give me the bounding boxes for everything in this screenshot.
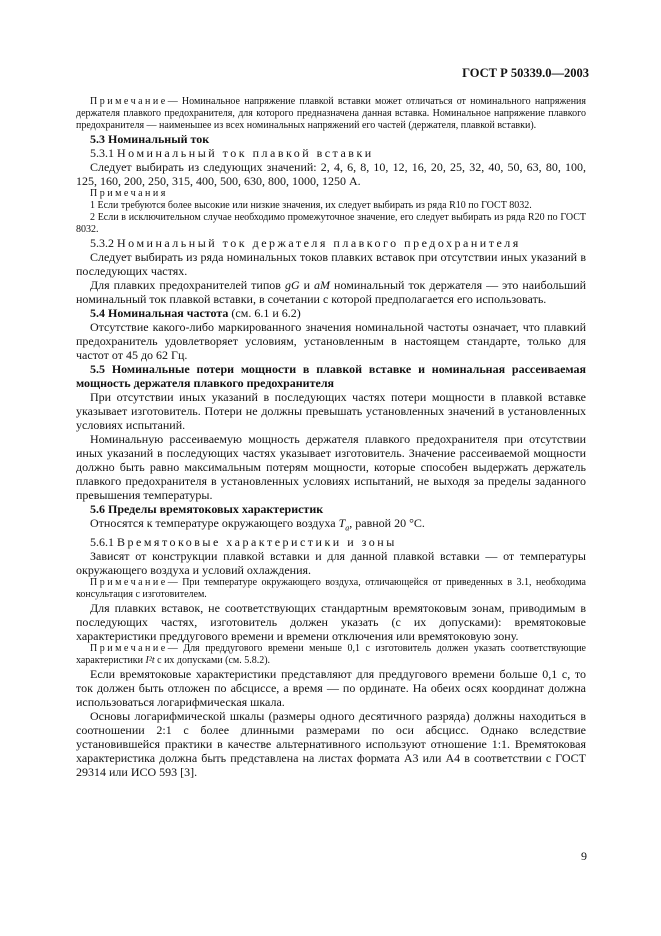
paragraph-depends-on-design: Зависят от конструкции плавкой вставки и для данной плавкой вставки — от температуры окружающего воздуха и условий охлаждения. [76,549,586,578]
document-code: ГОСТ Р 50339.0—2003 [462,66,589,80]
note-text: с их допусками (см. 5.8.2). [157,655,271,667]
paragraph-gg-am [76,278,586,306]
note-item-1: 1 Если требуются более высокие или низкие значения, их следует выбирать из ряда R10 по ГОСТ 8032. [90,200,532,211]
text-fragment: и [303,278,311,292]
note-text: — При температуре окружающего воздуха, отличающейся от приведенных в 3.1, необходима консультация с изготовителем. [76,577,586,601]
paragraph-holder-current: Следует выбирать из ряда номинальных токов плавких вставок при отсутствии иных указаний в последующих частях. [76,250,586,278]
note-ambient [76,577,586,601]
section-5-3-title: 5.3 Номинальный ток [90,132,210,146]
note-pre-arcing [76,643,586,667]
temperature-symbol: T [338,516,346,530]
section-5-4-title [76,306,586,320]
paragraph-ambient-temp [76,516,586,535]
i2t-symbol: I²t [145,655,155,667]
section-5-6-title: 5.6 Пределы времятоковых характеристик [90,502,324,516]
paragraph-scale-ratio: Основы логарифмической шкалы (размеры одного десятичного разряда) должны находиться в соотношении 2:1 с более длинными размерами по оси абсцисс. Однако вследствие установившейся практики в качестве альтернативного используют отношение 1:1. Времятоковая характеристика должна быть представлена на листах формата А3 или А4 в соответствии с ГОСТ 29314 или ИСО 593 [3]. [76,709,586,780]
subsection-number: 5.3.1 [90,146,114,160]
subsection-5-6-1-heading [76,535,586,549]
paragraph-log-scale: Если времятоковые характеристики представляют для преддугового времени больше 0,1 с, то ток должен быть отложен по абсциссе, а время — по ординате. На обеих осях координат должна использоваться логарифмическая шкала. [76,667,586,710]
paragraph-rated-frequency: Отсутствие какого-либо маркированного значения номинальной частоты означает, что плавкий предохранитель удовлетворяет условиям, установленным в настоящем стандарте, только для частот от 45 до 62 Гц. [76,320,586,362]
page-number: 9 [581,849,587,863]
paragraph-rated-current-values: Следует выбирать из следующих значений: 2, 4, 6, 8, 10, 12, 16, 20, 25, 32, 40, 50, 63, 80, 100, 125, 160, 200, 250, 315, 400, 500, 630, 800, 1000, 1250 А. [76,160,586,188]
note-text: — Для преддугового времени меньше 0,1 с изготовитель должен указать соответствующие характеристики [76,643,586,667]
note-label: Примечание [90,577,168,589]
subsection-number: 5.3.2 [90,236,114,250]
text-fragment: Для плавких предохранителей типов [90,278,281,292]
section-5-5-title: 5.5 Номинальные потери мощности в плавкой вставке и номинальная рассеиваемая мощность держателя плавкого предохранителя [76,362,586,390]
note-text: — Номинальное напряжение плавкой вставки может отличаться от номинального напряжения держателя плавкого предохранителя, для которого предназначена данная вставка. Номинальное напряжение плавкого предохранителя — наименьшее из всех номинальных напряжений его частей (держателя, плавкой вставки). [76,96,586,131]
note-item-2: 2 Если в исключительном случае необходимо промежуточное значение, его следует выбирать из ряда R20 по ГОСТ 8032. [76,212,586,235]
paragraph-power-loss: При отсутствии иных указаний в последующих частях потери мощности в плавкой вставке указывает изготовитель. Потери не должны превышать установленных значений в установленных условиях испытаний. [76,390,586,432]
subsection-5-3-1-heading [76,146,586,160]
subsection-number: 5.6.1 [90,535,114,550]
subsection-title: Номинальный ток держателя плавкого предохранителя [117,236,521,250]
subsection-title: Времятоковые характеристики и зоны [117,535,397,550]
note-rated-voltage [76,96,586,132]
notes-label: Примечания [90,188,168,199]
subsection-5-3-2-heading [76,236,586,250]
subsection-title: Номинальный ток плавкой вставки [117,146,374,160]
temperature-subscript: a [345,523,350,533]
paragraph-non-standard-fuses: Для плавких вставок, не соответствующих стандартным времятоковым зонам, приводимым в последующих частях, изготовитель должен указать (с их допусками): времятоковые характеристики преддугового времени и времени отключения или времятоковую зону. [76,601,586,644]
section-ref: (см. 6.1 и 6.2) [231,306,301,320]
fuse-type-am: aM [314,278,331,292]
text-fragment: номинальный ток держателя — это наибольший номинальный ток плавкой вставки, в сочетании с которой предполагается его использовать. [76,278,587,306]
fuse-type-gg: gG [284,278,300,292]
paragraph-dissipation: Номинальную рассеиваемую мощность держателя плавкого предохранителя при отсутствии иных указаний в последующих частях указывает изготовитель. Значение рассеиваемой мощности должно быть равно максимальным потерям мощности, которые способен выдержать держатель плавкого предохранителя в установленных условиях испытаний, не выходя за пределы заданного превышения температуры. [76,432,586,502]
note-label: Примечание [90,96,168,107]
page-body [76,96,586,779]
text-fragment: Относятся к температуре окружающего воздуха [90,516,336,530]
note-label: Примечание [90,643,168,655]
section-title: 5.4 Номинальная частота [90,306,229,320]
text-fragment: , равной 20 °С. [349,516,425,530]
